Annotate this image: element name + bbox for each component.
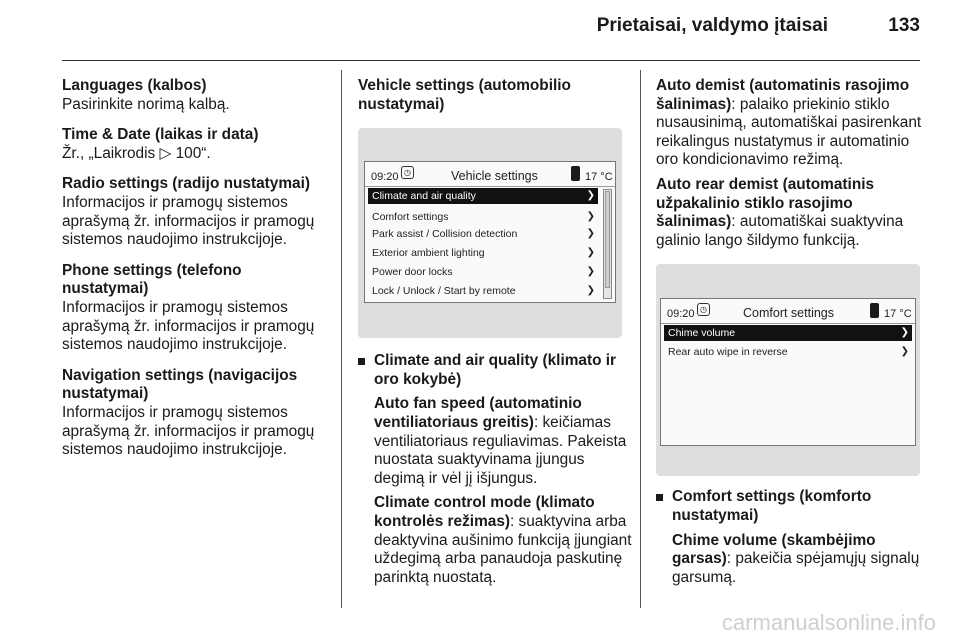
header-divider xyxy=(62,60,920,61)
languages-section xyxy=(62,77,332,114)
bullet-climate-heading: Climate and air quality (klimato ir oro kokybė) xyxy=(358,352,632,389)
chevron-right-icon: ❯ xyxy=(586,247,595,259)
header-title: Prietaisai, valdymo įtaisai xyxy=(596,15,828,36)
screen-title: Comfort settings xyxy=(743,306,835,321)
display-screen xyxy=(364,161,616,303)
term-bold: Chime volume (skambėjimo garsas) xyxy=(672,531,876,568)
screen-header xyxy=(661,299,915,323)
menu-item-label: Rear auto wipe in reverse xyxy=(668,346,788,359)
scrollbar[interactable] xyxy=(603,189,612,299)
screen-divider xyxy=(365,186,615,187)
comfort-settings-screenshot xyxy=(656,264,920,476)
chevron-right-icon: ❯ xyxy=(586,190,595,202)
menu-item-label: Climate and air quality xyxy=(372,190,476,203)
time-date-section xyxy=(62,126,332,163)
bullet-comfort-heading: Comfort settings (komforto nustatymai) xyxy=(656,488,926,525)
menu-item-label: Lock / Unlock / Start by remote xyxy=(372,285,516,298)
chime-volume-paragraph xyxy=(656,532,926,588)
temperature: 17 °C xyxy=(884,308,912,321)
menu-item-lock-unlock[interactable] xyxy=(368,283,598,299)
phone-icon xyxy=(571,166,580,181)
term-description: : keičiamas ventiliatoriaus reguliavimas. Pakeista nuostata suaktyvinama įjungus degimą ir vėl jį išjungus. xyxy=(374,413,627,487)
chevron-right-icon: ❯ xyxy=(586,285,595,297)
rear-demist-paragraph xyxy=(656,176,926,250)
term-bold: Climate control mode (klimato kontrolės režimas) xyxy=(374,494,595,530)
term-description: : palaiko priekinio stiklo nusausinimą, automatiškai pasirenkant reikalingus nustatymus ir automatinio oro kondicionavimo režimą. xyxy=(656,95,922,169)
page-ref-icon: ▷ xyxy=(159,144,172,162)
screen-title: Vehicle settings xyxy=(451,169,538,184)
term-description: : automatiškai suaktyvina galinio lango šildymo funkciją. xyxy=(656,213,904,249)
column-3 xyxy=(656,77,926,593)
chevron-right-icon: ❯ xyxy=(586,266,595,278)
section-heading: Radio settings (radijo nustatymai) xyxy=(62,175,310,193)
auto-fan-paragraph xyxy=(358,395,632,488)
menu-item-exterior-lighting[interactable] xyxy=(368,245,598,261)
menu-item-climate[interactable] xyxy=(368,188,598,204)
term-description: : pakeičia spėjamųjų signalų garsumą. xyxy=(672,550,920,586)
menu-item-park-assist[interactable] xyxy=(368,226,598,242)
clock-time: 09:20 xyxy=(371,171,399,184)
section-heading: Vehicle settings (automobilio nustatymai) xyxy=(358,77,571,113)
term-description: : suaktyvina arba deaktyvina aušinimo funkciją įjungiant uždegimą arba panaudoja paskutinę parinktą nuostatą. xyxy=(374,512,632,586)
menu-item-label: Exterior ambient lighting xyxy=(372,247,485,260)
temperature: 17 °C xyxy=(585,171,613,184)
clock-icon: ◷ xyxy=(697,303,710,316)
scrollbar-thumb[interactable] xyxy=(605,191,610,288)
display-screen xyxy=(660,298,916,446)
section-body: Informacijos ir pramogų sistemos aprašymą žr. informacijos ir pramogų sistemos naudojimo instrukcijoje. xyxy=(62,193,315,249)
auto-demist-paragraph xyxy=(656,77,926,170)
radio-settings-section xyxy=(62,175,332,249)
chevron-right-icon: ❯ xyxy=(586,211,595,223)
chevron-right-icon: ❯ xyxy=(586,228,595,240)
body-text: Žr., „Laikrodis xyxy=(62,144,160,162)
navigation-settings-section xyxy=(62,367,332,460)
menu-item-comfort[interactable] xyxy=(368,209,598,225)
section-body: Pasirinkite norimą kalbą. xyxy=(62,95,230,113)
menu-item-door-locks[interactable] xyxy=(368,264,598,280)
phone-settings-section xyxy=(62,262,332,355)
column-divider xyxy=(341,70,342,608)
column-divider xyxy=(640,70,641,608)
clock-time: 09:20 xyxy=(667,308,695,321)
section-body: Informacijos ir pramogų sistemos aprašymą žr. informacijos ir pramogų sistemos naudojimo instrukcijoje. xyxy=(62,403,315,459)
screen-divider xyxy=(661,323,915,324)
section-heading: Time & Date (laikas ir data) xyxy=(62,126,259,144)
term-bold: Auto rear demist (automatinis užpakalinio stiklo rasojimo šalinimas) xyxy=(656,175,875,231)
term-bold: Auto demist (automatinis rasojimo šalinimas) xyxy=(656,77,910,113)
section-heading: Languages (kalbos) xyxy=(62,77,207,94)
menu-item-label: Park assist / Collision detection xyxy=(372,228,518,241)
chevron-right-icon: ❯ xyxy=(900,327,909,339)
body-text: 100“. xyxy=(171,144,211,162)
column-1 xyxy=(62,77,332,472)
menu-item-rear-wipe[interactable] xyxy=(664,344,912,360)
watermark: carmanualsonline.info xyxy=(721,610,936,635)
page-number: 133 xyxy=(888,15,920,36)
clock-icon: ◷ xyxy=(401,166,414,179)
section-body: Informacijos ir pramogų sistemos aprašymą žr. informacijos ir pramogų sistemos naudojimo instrukcijoje. xyxy=(62,298,315,354)
column-2 xyxy=(358,77,632,593)
section-heading: Phone settings (telefono nustatymai) xyxy=(62,261,242,298)
chevron-right-icon: ❯ xyxy=(900,346,909,358)
phone-icon xyxy=(870,303,879,318)
menu-item-label: Comfort settings xyxy=(372,211,449,224)
menu-item-chime-volume[interactable] xyxy=(664,325,912,341)
screen-header xyxy=(365,162,615,186)
menu-item-label: Power door locks xyxy=(372,266,453,279)
term-bold: Auto fan speed (automatinio ventiliatoriaus greitis) xyxy=(374,395,582,431)
section-body xyxy=(62,145,332,164)
climate-mode-paragraph xyxy=(358,494,632,587)
menu-item-label: Chime volume xyxy=(668,327,736,340)
vehicle-settings-screenshot xyxy=(358,128,622,338)
section-heading: Navigation settings (navigacijos nustatymai) xyxy=(62,366,298,403)
